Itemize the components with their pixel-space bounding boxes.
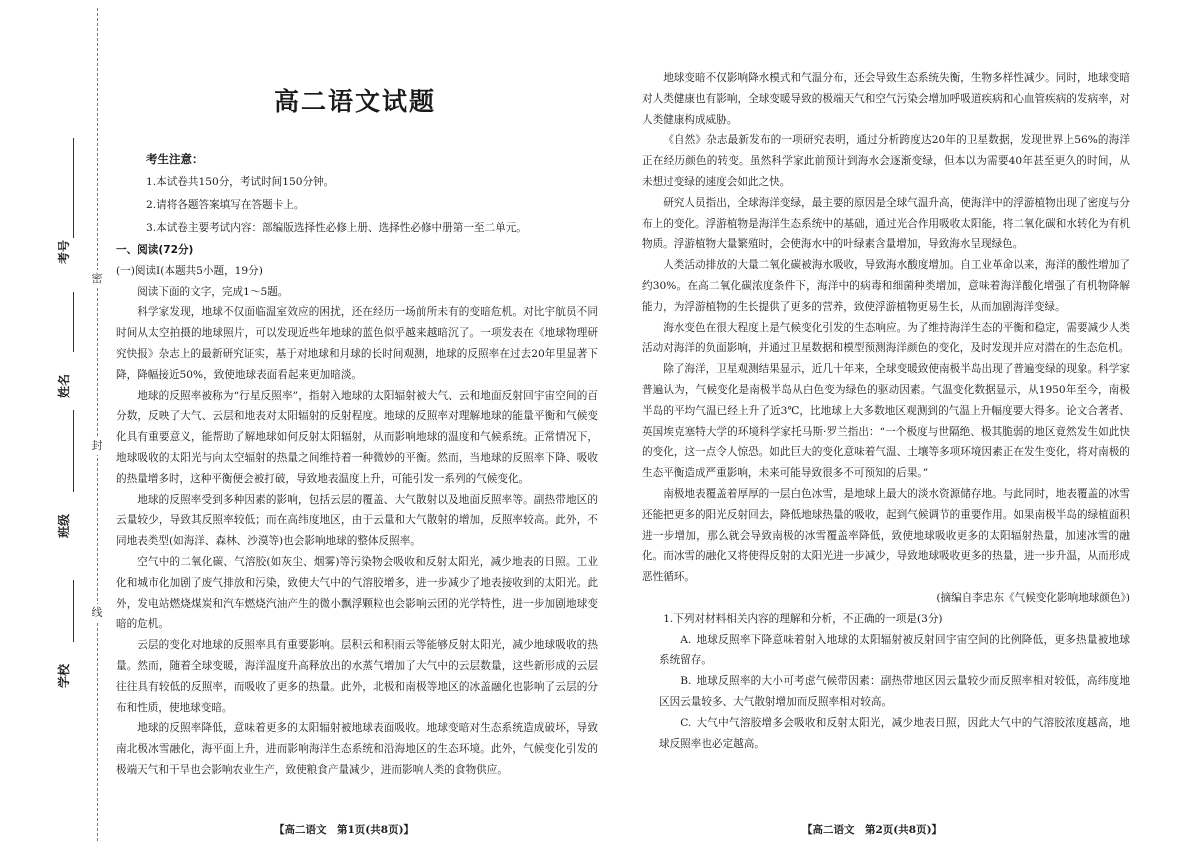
exam-title: 高二语文试题 (274, 87, 437, 116)
page-1 (116, 0, 598, 849)
option-text: 地球反照率下降意味着射入地球的太阳辐射被反射回宇宙空间的比例降低，更多热量被地球系统留存。 (659, 633, 1130, 667)
page-2-body (642, 68, 1130, 754)
passage-paragraph: 南极地表覆盖着厚厚的一层白色冰雪，是地球上最大的淡水资源储存地。与此同时，地表覆盖的冰雪还能把更多的阳光反射回去，降低地球热量的吸收，起到气候调节的重要作用。如果南极半岛的绿植面积进一步增加，那么就会导致南极的冰雪覆盖率降低，致使地球吸收更多的太阳辐射热量，加速冰雪的融化。而冰雪的融化又将使得反射的太阳光进一步减少，导致地球吸收更多的热量，进一步升温，从而形成恶性循环。 (642, 487, 1130, 584)
question-option-b[interactable] (642, 671, 1130, 713)
option-letter: C. (680, 716, 692, 729)
page-1-body (116, 240, 598, 781)
section-heading: 一、阅读(72分) (116, 244, 194, 256)
exam-number-label: 考号 (57, 239, 71, 264)
option-text: 地球反照率的大小可考虑气候带因素：副热带地区因云量较少而反照率相对较低，高纬度地区因云量较多、大气散射增加而反照率相对较高。 (659, 675, 1130, 708)
passage-paragraph: 地球的反照率降低，意味着更多的太阳辐射被地球表面吸收。地球变暗对生态系统造成破坏，导致南北极冰雪融化，海平面上升，进而影响海洋生态系统和沿海地区的生态环境。此外，气候变化引发的极端天气和干旱也会影响农业生产，致使粮食产量减少，进而影响人类的食物供应。 (116, 722, 598, 776)
school-line[interactable] (73, 580, 74, 642)
exam-number-line[interactable] (73, 138, 74, 238)
school-label: 学校 (57, 663, 71, 688)
reading-instruction: 阅读下面的文字，完成1～5题。 (137, 285, 289, 298)
option-letter: B. (680, 675, 692, 688)
passage-paragraph: 地球的反照率被称为“行星反照率”，指射入地球的太阳辐射被大气、云和地面反射回宇宙空间的百分数，反映了大气、云层和地表对太阳辐射的反射程度。地球的反照率对理解地球的能量平衡和气候变化具有重要意义，能帮助了解地球如何反射太阳辐射，从而影响地球的温度和气候系统。正常情况下，地球吸收的太阳光与向太空辐射的热量之间维持着一种微妙的平衡。然而，当地球的反照率下降、吸收的热量增多时，这种平衡便会被打破，导致地表温度上升，可能引发一系列的气候变化。 (116, 389, 598, 485)
notice-item: 1.本试卷共150分，考试时间150分钟。 (146, 176, 335, 188)
passage-paragraph: 科学家发现，地球不仅面临温室效应的困扰，还在经历一场前所未有的变暗危机。对比宇航员不同时间从太空拍摄的地球照片，可以发现近些年地球的蓝色似乎越来越暗沉了。一项发表在《地球物理研究快报》杂志上的最新研究证实，基于对地球和月球的长时间观测，地球的反照率在过去20年里显著下降，降幅接近50%，致使地球表面看起来更加暗淡。 (116, 306, 598, 381)
passage-paragraph: 海水变色在很大程度上是气候变化引发的生态响应。为了维持海洋生态的平衡和稳定，需要减少人类活动对海洋的负面影响，并通过卫星数据和模型预测海洋颜色的变化，及时发现并应对潜在的生态危机。 (642, 321, 1130, 355)
seal-char-feng: 封 (88, 437, 106, 455)
seal-char-mi: 密 (88, 270, 106, 288)
subsection-heading: (一)阅读Ⅰ(本题共5小题，19分) (116, 264, 263, 277)
passage-paragraph: 人类活动排放的大量二氧化碳被海水吸收，导致海水酸度增加。自工业革命以来，海洋的酸性增加了约30%。在高二氧化碳浓度条件下，海洋中的病毒和细菌种类增加，意味着海洋酸化增强了有机物降解能力，为浮游植物的生长提供了更多的营养，致使浮游植物更易生长，从而加剧海洋变绿。 (642, 259, 1130, 313)
passage-paragraph: 云层的变化对地球的反照率具有重要影响。层积云和积雨云等能够反射太阳光，减少地球吸收的热量。然而，随着全球变暖，海洋温度升高释放出的水蒸气增加了大气中的云层数量，这些新形成的云层往往具有较低的反照率，而吸收了更多的热量。此外，北极和南极等地区的冰盖融化也影响了云层的分布和性质，使地球变暗。 (116, 639, 598, 714)
question-stem: 1.下列对材料相关内容的理解和分析，不正确的一项是(3分) (663, 612, 943, 625)
name-line[interactable] (73, 292, 74, 352)
page-2 (642, 0, 1130, 849)
page-2-footer: 【高二语文 第2页(共8页)】 (802, 824, 943, 836)
passage-paragraph: 《自然》杂志最新发布的一项研究表明，通过分析跨度达20年的卫星数据，发现世界上56%的海洋正在经历颜色的转变。虽然科学家此前预计到海水会逐渐变绿，但本以为需要40年甚至更久的时间，从未想过变绿的速度会如此之快。 (642, 134, 1130, 188)
seal-char-xian: 线 (88, 604, 106, 622)
passage-paragraph: 地球的反照率受到多种因素的影响，包括云层的覆盖、大气散射以及地面反照率等。副热带地区的云量较少，导致其反照率较低；而在高纬度地区，由于云量和大气散射的增加，反照率较高。此外，不同地表类型(如海洋、森林、沙漠等)也会影响地球的整体反照率。 (116, 493, 598, 548)
passage-paragraph: 地球变暗不仅影响降水模式和气温分布，还会导致生态系统失衡，生物多样性减少。同时，地球变暗对人类健康也有影响，全球变暖导致的极端天气和空气污染会增加呼吸道疾病和心血管疾病的发病率，对人类健康构成威胁。 (642, 72, 1130, 126)
passage-paragraph: 除了海洋，卫星观测结果显示，近几十年来，全球变暖致使南极半岛出现了普遍变绿的现象。科学家普遍认为，气候变化是南极半岛从白色变为绿色的驱动因素。气温变化数据显示，从1950年至今，南极半岛的平均气温已经上升了近3℃，比地球上大多数地区观测到的气温上升幅度要大得多。论文合著者、英国埃克塞特大学的环境科学家托马斯·罗兰指出：“一个极度与世隔绝、极其脆弱的地区竟然发生如此快的变化，这一点令人惊恐。如此巨大的变化意味着气温、土壤等多项环境因素正在发生变化，将对南极的生态平衡造成严重影响，未来可能导致很多不可预知的后果。” (642, 363, 1130, 480)
passage-paragraph: 空气中的二氧化碳、气溶胶(如灰尘、烟雾)等污染物会吸收和反射太阳光，减少地表的日照。工业化和城市化加剧了废气排放和污染，致使大气中的气溶胶增多，进一步减少了地表接收到的太阳光。此外，发电站燃烧煤炭和汽车燃烧汽油产生的微小飘浮颗粒也会影响云团的光学特性，进一步加剧地球变暗的危机。 (116, 555, 598, 631)
notice-heading: 考生注意： (146, 152, 204, 166)
passage-paragraph: 研究人员指出，全球海洋变绿，最主要的原因是全球气温升高，使海洋中的浮游植物出现了密度与分布上的变化。浮游植物是海洋生态系统中的基础，通过光合作用吸收太阳能，将二氧化碳和水转化为有机物质。浮游植物大量繁殖时，会使海水中的叶绿素含量增加，导致海水呈现绿色。 (642, 196, 1130, 251)
option-text: 大气中气溶胶增多会吸收和反射太阳光，减少地表日照，因此大气中的气溶胶浓度越高，地球反照率也必定越高。 (659, 716, 1130, 750)
class-label: 班级 (57, 513, 71, 538)
binding-margin (0, 0, 108, 849)
notice-item: 3.本试卷主要考试内容：部编版选择性必修上册、选择性必修中册第一至二单元。 (146, 222, 527, 234)
page-1-footer: 【高二语文 第1页(共8页)】 (274, 824, 415, 836)
question-option-a[interactable] (642, 630, 1130, 672)
name-label: 姓名 (57, 373, 71, 398)
passage-source: (摘编自李忠东《气候变化影响地球颜色》) (936, 591, 1130, 604)
option-letter: A. (680, 633, 692, 646)
class-line[interactable] (73, 410, 74, 492)
seal-line (97, 8, 98, 841)
notice-item: 2.请将各题答案填写在答题卡上。 (146, 199, 305, 211)
question-option-c[interactable] (642, 713, 1130, 755)
